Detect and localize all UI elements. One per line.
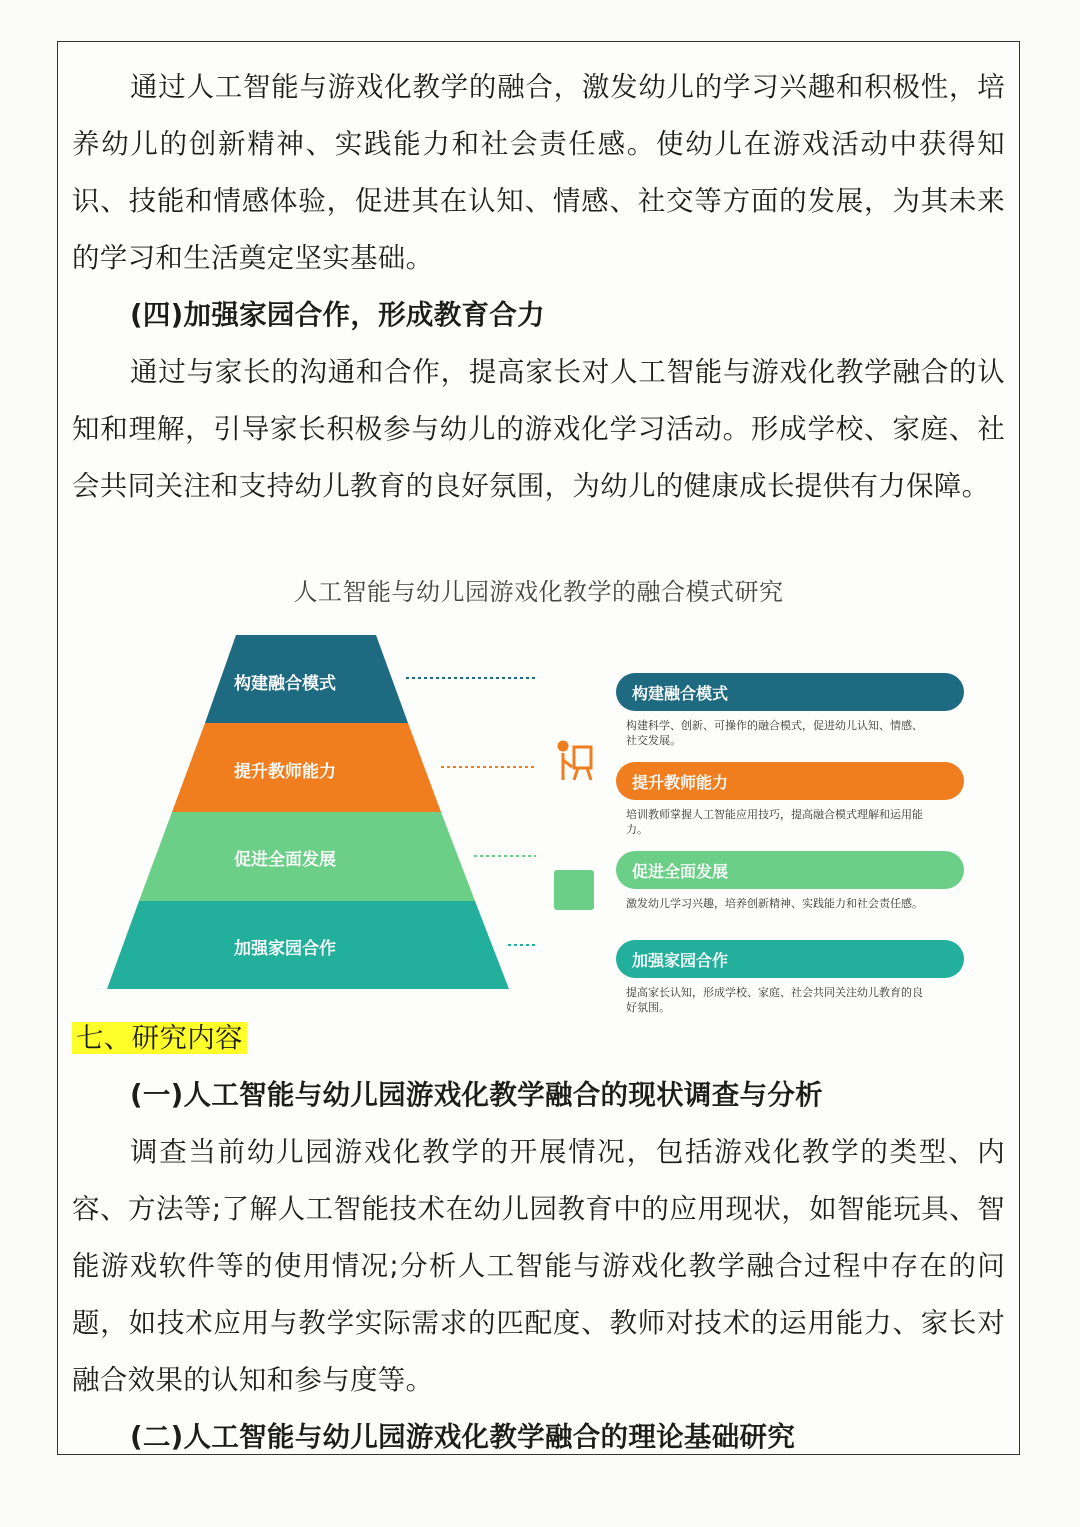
card-desc-2a: 培训教师掌握人工智能应用技巧，提高融合模式理解和运用能 (626, 808, 923, 821)
card-title-2: 提升教师能力 (632, 773, 729, 792)
teacher-icon (559, 742, 591, 780)
card-build-model (616, 673, 964, 747)
heading-survey: (一)人工智能与幼儿园游戏化教学融合的现状调查与分析 (130, 1079, 823, 1111)
figure-title: 人工智能与幼儿园游戏化教学的融合模式研究 (293, 578, 784, 606)
paragraph-survey: 调查当前幼儿园游戏化教学的开展情况，包括游戏化教学的类型、内容、方法等;了解人工智能技术在幼儿园教育中的应用现状，如智能玩具、智能游戏软件等的使用情况;分析人工智能与游戏化教学融合过程中存在的问题，如技术应用与教学实际需求的匹配度、教师对技术的运用能力、家长对融合效果的认知和参与度等。 (72, 1136, 1005, 1396)
card-teacher-ability (616, 762, 964, 836)
card-desc-4a: 提高家长认知，形成学校、家庭、社会共同关注幼儿教育的良 (626, 986, 923, 999)
paragraph-goal: 通过人工智能与游戏化教学的融合，激发幼儿的学习兴趣和积极性，培养幼儿的创新精神、实践能力和社会责任感。使幼儿在游戏活动中获得知识、技能和情感体验，促进其在认知、情感、社交等方面的发展，为其未来的学习和生活奠定坚实基础。 (72, 71, 1005, 274)
card-desc-2b: 力。 (626, 823, 648, 836)
card-title-4: 加强家园合作 (632, 951, 729, 970)
fusion-model-diagram (58, 617, 1021, 1014)
section-heading (72, 1010, 1005, 1067)
tier-label-4: 加强家园合作 (234, 939, 336, 959)
card-desc-1a: 构建科学、创新、可操作的融合模式，促进幼儿认知、情感、 (626, 719, 923, 732)
card-all-round (616, 851, 964, 910)
card-title-1: 构建融合模式 (632, 684, 729, 703)
paragraph-home-school: 通过与家长的沟通和合作，提高家长对人工智能与游戏化教学融合的认知和理解，引导家长积极参与幼儿的游戏化学习活动。形成学校、家庭、社会共同关注和支持幼儿教育的良好氛围，为幼儿的健康成长提供有力保障。 (72, 356, 1005, 502)
heading-home-school: (四)加强家园合作，形成教育合力 (130, 299, 545, 331)
tier-label-1: 构建融合模式 (234, 674, 336, 694)
card-home-school (616, 940, 964, 1014)
growth-icon (554, 870, 594, 910)
document-page (57, 41, 1020, 1455)
section-heading-text: 七、研究内容 (72, 1022, 247, 1054)
card-desc-4b: 好氛围。 (626, 1001, 670, 1014)
card-title-3: 促进全面发展 (632, 862, 729, 881)
tier-label-2: 提升教师能力 (234, 762, 336, 782)
tier-label-3: 促进全面发展 (234, 850, 336, 870)
card-desc-3a: 激发幼儿学习兴趣，培养创新精神、实践能力和社会责任感。 (626, 897, 923, 910)
card-desc-1b: 社交发展。 (626, 734, 681, 747)
heading-theory: (二)人工智能与幼儿园游戏化教学融合的理论基础研究 (130, 1421, 796, 1453)
